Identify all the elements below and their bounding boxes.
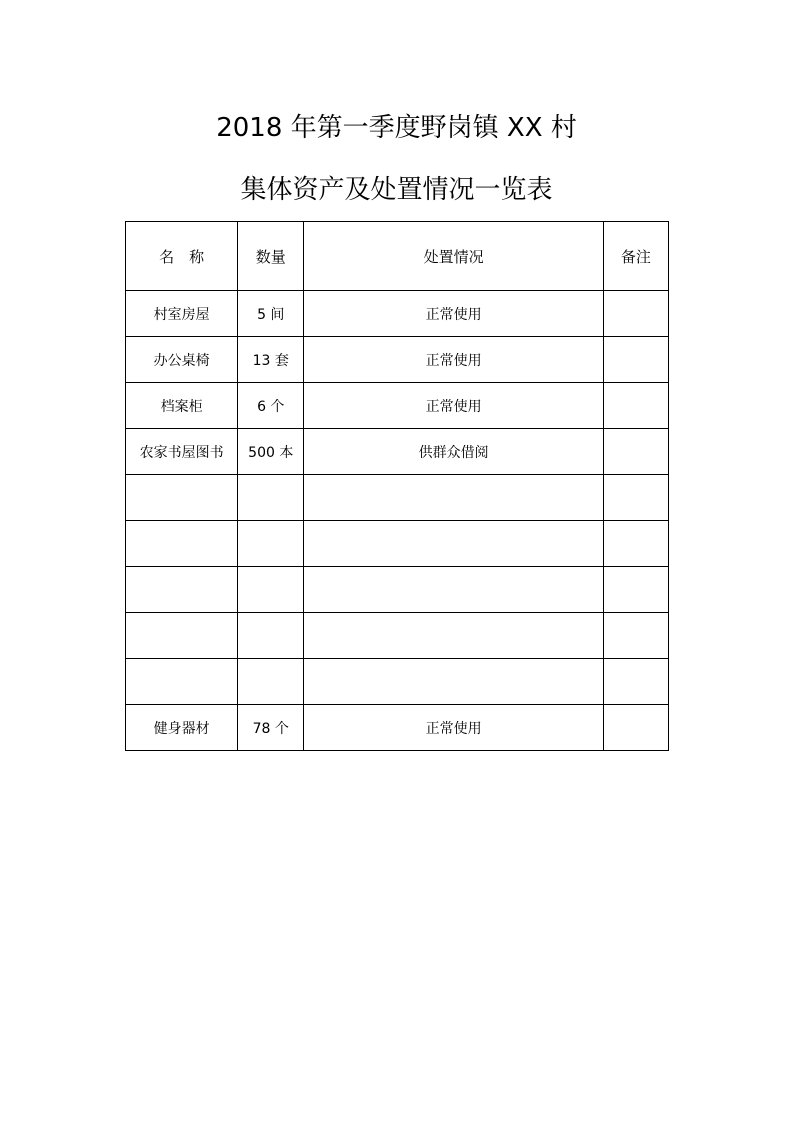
cell-status: 正常使用 [304,337,604,383]
cell-status: 正常使用 [304,383,604,429]
cell-status [304,475,604,521]
cell-status: 正常使用 [304,705,604,751]
cell-quantity: 78 个 [238,705,304,751]
cell-quantity: 5 间 [238,291,304,337]
cell-name [126,475,238,521]
cell-name [126,521,238,567]
asset-table [125,221,669,751]
document-title-line-1: 2018 年第一季度野岗镇 XX 村 [216,113,577,143]
header-remark: 备注 [603,222,668,291]
cell-status: 供群众借阅 [304,429,604,475]
cell-quantity [238,567,304,613]
cell-quantity: 500 本 [238,429,304,475]
cell-name: 档案柜 [126,383,238,429]
cell-name [126,567,238,613]
header-status: 处置情况 [304,222,604,291]
cell-remark [603,567,668,613]
table-row [126,521,669,567]
cell-quantity [238,659,304,705]
cell-remark [603,475,668,521]
cell-quantity [238,475,304,521]
cell-status [304,659,604,705]
cell-remark [603,429,668,475]
document-title-line-2: 集体资产及处置情况一览表 [240,175,553,205]
table-header-row [126,222,669,291]
table-row [126,383,669,429]
cell-status: 正常使用 [304,291,604,337]
cell-remark [603,521,668,567]
cell-name [126,659,238,705]
cell-quantity [238,521,304,567]
cell-name: 村室房屋 [126,291,238,337]
cell-remark [603,659,668,705]
table-row [126,475,669,521]
header-name: 名 称 [126,222,238,291]
cell-name [126,613,238,659]
cell-remark [603,705,668,751]
cell-status [304,521,604,567]
header-quantity: 数量 [238,222,304,291]
table-row [126,291,669,337]
cell-remark [603,337,668,383]
table-row [126,659,669,705]
table-row [126,705,669,751]
cell-name: 健身器材 [126,705,238,751]
cell-remark [603,383,668,429]
table-row [126,613,669,659]
cell-quantity: 6 个 [238,383,304,429]
cell-name: 农家书屋图书 [126,429,238,475]
table-row [126,567,669,613]
table-row [126,429,669,475]
table-row [126,337,669,383]
cell-quantity: 13 套 [238,337,304,383]
cell-quantity [238,613,304,659]
cell-status [304,613,604,659]
cell-remark [603,613,668,659]
cell-status [304,567,604,613]
cell-name: 办公桌椅 [126,337,238,383]
cell-remark [603,291,668,337]
